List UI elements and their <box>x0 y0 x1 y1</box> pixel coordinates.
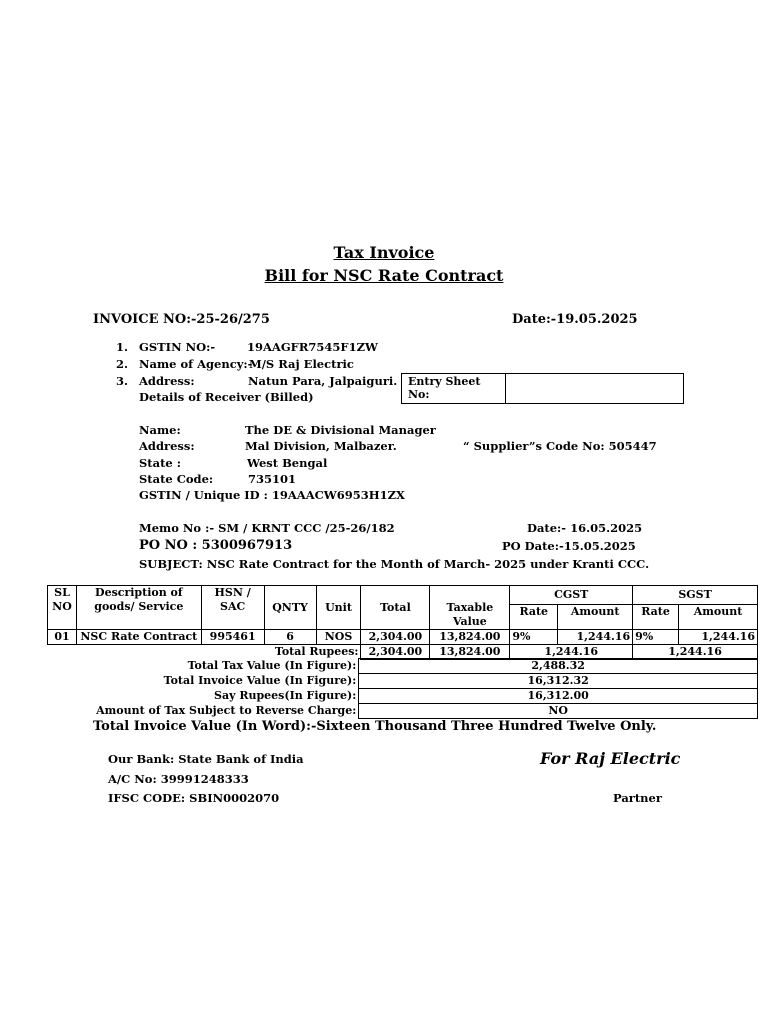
cell-sl: 01 <box>48 630 77 645</box>
po-date: PO Date:-15.05.2025 <box>502 539 636 553</box>
receiver-name: The DE & Divisional Manager <box>245 423 436 437</box>
po-number: PO NO : 5300967913 <box>139 538 293 553</box>
header-cgst: CGST <box>510 586 633 605</box>
document-title: Tax Invoice <box>333 243 435 262</box>
cell-cgst-amount: 1,244.16 <box>558 630 633 645</box>
summary-label: Total Invoice Value (In Figure): <box>163 673 357 687</box>
supplier-item-value: Natun Para, Jalpaiguri. <box>248 374 398 388</box>
receiver-state: West Bengal <box>247 456 328 470</box>
header-description: Description of goods/ Service <box>76 586 201 630</box>
supplier-item-label: Name of Agency:- <box>139 357 253 371</box>
summary-value: NO <box>359 704 758 719</box>
cell-sgst-rate: 9% <box>633 630 679 645</box>
cell-taxable: 13,824.00 <box>430 630 510 645</box>
invoice-date: Date:-19.05.2025 <box>512 312 638 327</box>
receiver-heading: Details of Receiver (Billed) <box>139 390 314 404</box>
summary-row <box>47 689 758 704</box>
invoice-value-in-words: Total Invoice Value (In Word):-Sixteen Thousand Three Hundred Twelve Only. <box>93 719 657 734</box>
receiver-state-label: State : <box>139 456 181 470</box>
supplier-code: “ Supplier”s Code No: 505447 <box>463 439 657 453</box>
summary-label: Say Rupees(In Figure): <box>214 688 357 702</box>
totals-sgst: 1,244.16 <box>633 645 758 660</box>
receiver-name-label: Name: <box>139 423 181 437</box>
header-unit: Unit <box>316 586 361 630</box>
header-total: Total <box>361 586 430 630</box>
invoice-number: INVOICE NO:-25-26/275 <box>93 312 270 327</box>
header-cgst-rate: Rate <box>510 605 558 630</box>
document-subtitle: Bill for NSC Rate Contract <box>264 266 504 285</box>
summary-row <box>47 659 758 674</box>
header-taxable-value: Taxable Value <box>430 586 510 630</box>
receiver-state-code-label: State Code: <box>139 472 214 486</box>
cell-total: 2,304.00 <box>361 630 430 645</box>
cell-description: NSC Rate Contract <box>76 630 201 645</box>
cell-qnty: 6 <box>264 630 316 645</box>
bank-ifsc: IFSC CODE: SBIN0002070 <box>108 791 280 805</box>
supplier-item-num: 3. <box>116 374 129 388</box>
summary-value: 2,488.32 <box>359 659 758 674</box>
totals-cgst: 1,244.16 <box>510 645 633 660</box>
totals-total: 2,304.00 <box>361 645 430 660</box>
header-sgst: SGST <box>633 586 758 605</box>
summary-row <box>47 704 758 719</box>
invoice-table <box>47 585 758 660</box>
cell-cgst-rate: 9% <box>510 630 558 645</box>
summary-table <box>47 658 758 719</box>
cell-hsn: 995461 <box>201 630 264 645</box>
entry-sheet-label: Entry Sheet No: <box>402 374 506 403</box>
memo-date: Date:- 16.05.2025 <box>527 521 643 535</box>
supplier-item-value: 19AAGFR7545F1ZW <box>247 340 378 354</box>
supplier-item-label: Address: <box>139 374 195 388</box>
supplier-item-num: 1. <box>116 340 129 354</box>
entry-sheet-box <box>401 373 684 404</box>
summary-value: 16,312.00 <box>359 689 758 704</box>
cell-sgst-amount: 1,244.16 <box>679 630 758 645</box>
header-cgst-amount: Amount <box>558 605 633 630</box>
supplier-item-value: M/S Raj Electric <box>249 357 354 371</box>
header-sgst-amount: Amount <box>679 605 758 630</box>
header-sgst-rate: Rate <box>633 605 679 630</box>
supplier-item-num: 2. <box>116 357 129 371</box>
summary-label: Amount of Tax Subject to Reverse Charge: <box>96 703 357 717</box>
memo-number: Memo No :- SM / KRNT CCC /25-26/182 <box>139 521 395 535</box>
signature-role: Partner <box>613 791 662 805</box>
cell-unit: NOS <box>316 630 361 645</box>
receiver-state-code: 735101 <box>248 472 297 486</box>
header-sl: SL NO <box>48 586 77 630</box>
header-qnty: QNTY <box>264 586 316 630</box>
summary-value: 16,312.32 <box>359 674 758 689</box>
bank-account: A/C No: 39991248333 <box>108 772 249 786</box>
table-header-row <box>48 586 758 605</box>
totals-taxable: 13,824.00 <box>430 645 510 660</box>
supplier-item-label: GSTIN NO:- <box>139 340 216 354</box>
receiver-gstin: GSTIN / Unique ID : 19AAACW6953H1ZX <box>139 488 405 502</box>
signature-company: For Raj Electric <box>540 749 681 768</box>
header-hsn: HSN / SAC <box>201 586 264 630</box>
totals-label: Total Rupees: <box>274 645 359 658</box>
table-row <box>48 630 758 645</box>
receiver-address: Mal Division, Malbazer. <box>245 439 397 453</box>
bank-name: Our Bank: State Bank of India <box>108 752 304 766</box>
summary-label: Total Tax Value (In Figure): <box>187 658 357 672</box>
receiver-address-label: Address: <box>139 439 195 453</box>
summary-row <box>47 674 758 689</box>
subject: SUBJECT: NSC Rate Contract for the Month of March- 2025 under Kranti CCC. <box>139 557 650 571</box>
